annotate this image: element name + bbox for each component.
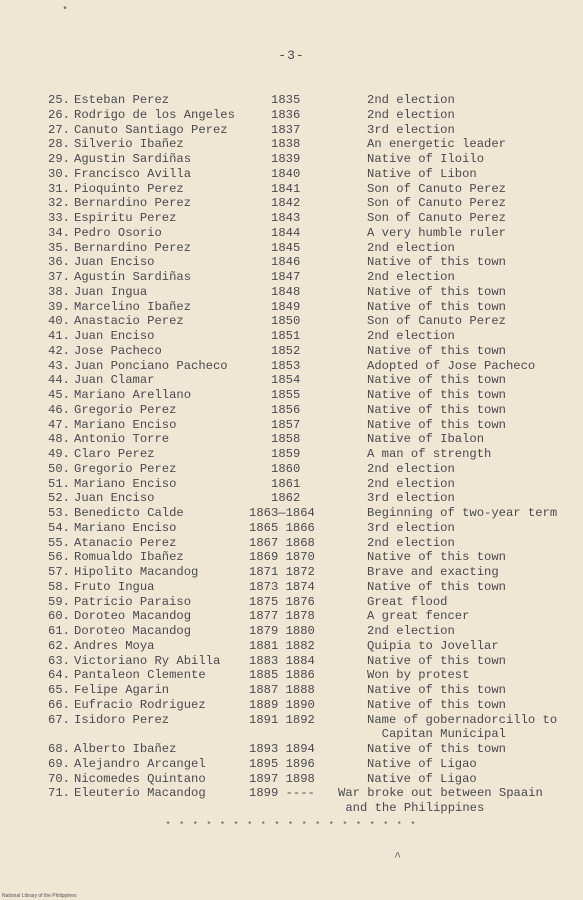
list-item <box>0 388 583 403</box>
entry-number: 50. <box>48 461 70 476</box>
entry-number: 48. <box>48 432 70 447</box>
entry-note: Native of this town <box>367 417 506 432</box>
entry-name: Andres Moya <box>74 638 155 653</box>
entry-number: 47. <box>48 417 70 432</box>
entry-year: 1871 1872 <box>249 565 315 579</box>
entry-number: 34. <box>48 225 70 240</box>
list-item <box>0 285 583 300</box>
entry-name: Felipe Agarin <box>74 683 170 697</box>
entry-year: 1840 <box>271 166 301 181</box>
entry-name: Mariano Enciso <box>74 520 177 535</box>
list-item <box>0 344 583 359</box>
list-item <box>0 373 583 388</box>
entry-number: 33. <box>48 211 70 225</box>
entry-number: 30. <box>48 166 70 181</box>
entry-year: 1856 <box>271 402 301 417</box>
entry-number: 60. <box>48 609 70 624</box>
divider-asterisks: * * * * * * * * * * * * * * * * * * * <box>165 821 418 830</box>
entry-note: War broke out between Spaain and the Philippines <box>338 786 543 815</box>
entry-name: Agustin Sardiñas <box>74 270 192 284</box>
list-item <box>0 624 583 639</box>
list-item <box>0 241 583 256</box>
entry-note: 2nd election <box>367 535 455 550</box>
entry-year: 1835 <box>271 93 301 107</box>
entry-number: 64. <box>48 668 70 683</box>
list-item <box>0 565 583 580</box>
entry-number: 63. <box>48 653 70 668</box>
entry-note: 3rd election <box>367 491 455 506</box>
entry-name: Juan Clamar <box>74 373 155 388</box>
entry-number: 55. <box>48 535 70 550</box>
entry-note: Adopted of Jose Pacheco <box>367 358 536 373</box>
entry-name: Rodrigo de los Angeles <box>74 107 235 122</box>
list-item <box>0 521 583 536</box>
entry-note: Great flood <box>367 594 448 609</box>
entry-year: 1844 <box>271 225 301 240</box>
entry-note: Native of this town <box>367 653 506 668</box>
entry-name: Alejandro Arcangel <box>74 756 206 771</box>
list-item <box>0 403 583 418</box>
entry-name: Eleuterio Macandog <box>74 786 206 801</box>
list-item <box>0 314 583 329</box>
page-number: -3- <box>278 48 305 63</box>
entry-number: 29. <box>48 152 70 166</box>
entry-year: 1883 1884 <box>249 653 315 668</box>
entry-number: 69. <box>48 756 70 771</box>
entry-note: Native of this town <box>367 284 506 299</box>
entry-name: Juan Ponciano Pacheco <box>74 358 228 373</box>
entry-number: 56. <box>48 550 70 565</box>
list-item <box>0 491 583 506</box>
entry-year: 1873 1874 <box>249 579 315 594</box>
entry-name: Pantaleon Clemente <box>74 668 206 683</box>
list-item <box>0 683 583 698</box>
entry-number: 53. <box>48 506 70 520</box>
entry-year: 1881 1882 <box>249 638 315 653</box>
list-item <box>0 270 583 285</box>
entry-year: 1837 <box>271 122 301 137</box>
list-item <box>0 698 583 713</box>
entry-year: 1850 <box>271 314 301 329</box>
entry-number: 57. <box>48 565 70 579</box>
list-item <box>0 152 583 167</box>
entry-note: 3rd election <box>367 122 455 137</box>
entry-name: Silverio Ibañez <box>74 137 184 152</box>
entry-note: An energetic leader <box>367 137 506 152</box>
entry-year: 1851 <box>271 329 301 343</box>
entry-name: Claro Perez <box>74 447 155 461</box>
entry-year: 1849 <box>271 299 301 314</box>
entry-name: Bernardino Perez <box>74 240 192 255</box>
ink-speck: • <box>62 4 69 15</box>
caret-mark: ^ <box>394 850 402 864</box>
entry-name: Hipolito Macandog <box>74 565 199 579</box>
entry-year: 1861 <box>271 476 301 491</box>
entry-name: Espiritu Perez <box>74 211 177 225</box>
entry-name: Juan Enciso <box>74 255 155 270</box>
entry-number: 62. <box>48 638 70 653</box>
entry-number: 38. <box>48 284 70 299</box>
entry-note: Native of this town <box>367 373 506 388</box>
entry-note: A very humble ruler <box>367 225 506 240</box>
entry-number: 35. <box>48 240 70 255</box>
entry-note: 2nd election <box>367 461 455 476</box>
entry-number: 31. <box>48 181 70 196</box>
entry-year: 1865 1866 <box>249 520 315 535</box>
entry-year: 1863—1864 <box>249 506 315 520</box>
scan-footer: National Library of the Philippines <box>2 893 77 899</box>
entry-year: 1843 <box>271 211 301 225</box>
entry-year: 1867 1868 <box>249 535 315 550</box>
entry-year: 1859 <box>271 447 301 461</box>
entry-year: 1893 1894 <box>249 742 315 756</box>
entry-name: Mariano Enciso <box>74 476 177 491</box>
entry-year: 1847 <box>271 270 301 284</box>
entry-note: Son of Canuto Perez <box>367 314 506 329</box>
entry-note: Native of this town <box>367 402 506 417</box>
entry-number: 59. <box>48 594 70 609</box>
entry-year: 1855 <box>271 388 301 402</box>
list-item <box>0 580 583 595</box>
entry-year: 1879 1880 <box>249 624 315 638</box>
entry-note: Native of this town <box>367 388 506 402</box>
entry-number: 54. <box>48 520 70 535</box>
entry-name: Juan Enciso <box>74 329 155 343</box>
entry-note: 2nd election <box>367 107 455 122</box>
entry-year: 1857 <box>271 417 301 432</box>
list-item <box>0 713 583 743</box>
entry-note: Native of this town <box>367 697 506 712</box>
entry-year: 1875 1876 <box>249 594 315 609</box>
entry-name: Doroteo Macandog <box>74 609 192 624</box>
entry-year: 1897 1898 <box>249 771 315 786</box>
entry-name: Mariano Arellano <box>74 388 192 402</box>
entry-note: Native of Ligao <box>367 771 477 786</box>
entry-number: 32. <box>48 196 70 211</box>
entry-note: A man of strength <box>367 447 492 461</box>
entry-name: Bernardino Perez <box>74 196 192 211</box>
entry-name: Atanacio Perez <box>74 535 177 550</box>
entry-note: Native of Libon <box>367 166 477 181</box>
entry-year: 1885 1886 <box>249 668 315 683</box>
entry-note: Won by protest <box>367 668 470 683</box>
entry-number: 51. <box>48 476 70 491</box>
entry-year: 1877 1878 <box>249 609 315 624</box>
entry-note: 2nd election <box>367 270 455 284</box>
list-item <box>0 329 583 344</box>
entry-note: 2nd election <box>367 93 455 107</box>
entry-year: 1891 1892 <box>249 712 315 727</box>
entry-number: 40. <box>48 314 70 329</box>
entry-note: 2nd election <box>367 329 455 343</box>
entry-name: Juan Ingua <box>74 284 148 299</box>
entry-number: 46. <box>48 402 70 417</box>
entry-note: Native of this town <box>367 343 506 358</box>
list-item <box>0 359 583 374</box>
gobernadorcillo-list <box>0 93 583 816</box>
entry-note: 2nd election <box>367 240 455 255</box>
entry-number: 25. <box>48 93 70 107</box>
entry-note: Native of this town <box>367 550 506 565</box>
list-item <box>0 595 583 610</box>
entry-name: Isidoro Perez <box>74 712 170 727</box>
entry-number: 58. <box>48 579 70 594</box>
list-item <box>0 772 583 787</box>
entry-number: 52. <box>48 491 70 506</box>
list-item <box>0 182 583 197</box>
list-item <box>0 418 583 433</box>
list-item <box>0 447 583 462</box>
entry-year: 1841 <box>271 181 301 196</box>
list-item <box>0 196 583 211</box>
entry-note: Son of Canuto Perez <box>367 196 506 211</box>
list-item <box>0 123 583 138</box>
entry-number: 36. <box>48 255 70 270</box>
list-item <box>0 211 583 226</box>
entry-year: 1860 <box>271 461 301 476</box>
entry-year: 1853 <box>271 358 301 373</box>
entry-number: 45. <box>48 388 70 402</box>
entry-note: Brave and exacting <box>367 565 499 579</box>
list-item <box>0 255 583 270</box>
entry-number: 41. <box>48 329 70 343</box>
entry-name: Nicomedes Quintano <box>74 771 206 786</box>
list-item <box>0 550 583 565</box>
entry-year: 1862 <box>271 491 301 506</box>
entry-name: Antonio Torre <box>74 432 170 447</box>
entry-number: 37. <box>48 270 70 284</box>
entry-number: 71. <box>48 786 70 801</box>
entry-note: Son of Canuto Perez <box>367 181 506 196</box>
list-item <box>0 654 583 669</box>
entry-note: Native of this town <box>367 683 506 697</box>
entry-name: Benedicto Calde <box>74 506 184 520</box>
list-item <box>0 536 583 551</box>
entry-number: 26. <box>48 107 70 122</box>
entry-number: 43. <box>48 358 70 373</box>
entry-year: 1852 <box>271 343 301 358</box>
list-item <box>0 668 583 683</box>
entry-year: 1895 1896 <box>249 756 315 771</box>
entry-note: Native of Iloilo <box>367 152 485 166</box>
entry-name: Patricio Paraiso <box>74 594 192 609</box>
entry-name: Gregorio Perez <box>74 461 177 476</box>
entry-number: 68. <box>48 742 70 756</box>
entry-number: 65. <box>48 683 70 697</box>
entry-name: Marcelino Ibañez <box>74 299 192 314</box>
entry-number: 44. <box>48 373 70 388</box>
list-item <box>0 462 583 477</box>
entry-number: 70. <box>48 771 70 786</box>
entry-note: A great fencer <box>367 609 470 624</box>
entry-year: 1869 1870 <box>249 550 315 565</box>
entry-year: 1845 <box>271 240 301 255</box>
entry-year: 1848 <box>271 284 301 299</box>
entry-name: Juan Enciso <box>74 491 155 506</box>
entry-number: 61. <box>48 624 70 638</box>
entry-note: 3rd election <box>367 520 455 535</box>
entry-year: 1889 1890 <box>249 697 315 712</box>
entry-note: 2nd election <box>367 476 455 491</box>
entry-note: 2nd election <box>367 624 455 638</box>
entry-year: 1846 <box>271 255 301 270</box>
entry-name: Doroteo Macandog <box>74 624 192 638</box>
entry-note: Native of this town <box>367 742 506 756</box>
list-item <box>0 477 583 492</box>
entry-year: 1842 <box>271 196 301 211</box>
entry-name: Romualdo Ibañez <box>74 550 184 565</box>
entry-year: 1838 <box>271 137 301 152</box>
entry-name: Jose Pacheco <box>74 343 162 358</box>
entry-number: 66. <box>48 697 70 712</box>
entry-name: Francisco Avilla <box>74 166 192 181</box>
entry-note: Native of Ibalon <box>367 432 485 447</box>
entry-name: Anastacio Perez <box>74 314 184 329</box>
entry-name: Victoriano Ry Abilla <box>74 653 221 668</box>
entry-note: Son of Canuto Perez <box>367 211 506 225</box>
list-item <box>0 506 583 521</box>
entry-year: 1839 <box>271 152 301 166</box>
list-item <box>0 639 583 654</box>
entry-name: Canuto Santiago Perez <box>74 122 228 137</box>
entry-note: Beginning of two-year term <box>367 506 558 520</box>
entry-number: 49. <box>48 447 70 461</box>
entry-year: 1854 <box>271 373 301 388</box>
list-item <box>0 167 583 182</box>
list-item <box>0 300 583 315</box>
entry-name: Pioquinto Perez <box>74 181 184 196</box>
list-item <box>0 432 583 447</box>
entry-number: 42. <box>48 343 70 358</box>
entry-year: 1899 ---- <box>249 786 315 801</box>
list-item <box>0 757 583 772</box>
list-item <box>0 609 583 624</box>
entry-note: Native of this town <box>367 299 506 314</box>
entry-number: 67. <box>48 712 70 727</box>
list-item <box>0 786 583 816</box>
entry-number: 39. <box>48 299 70 314</box>
entry-note: Name of gobernadorcillo to Capitan Municipal <box>367 712 558 742</box>
entry-name: Fruto Ingua <box>74 579 155 594</box>
entry-note: Native of this town <box>367 255 506 270</box>
entry-name: Agustin Sardiñas <box>74 152 192 166</box>
entry-name: Eufracio Rodriguez <box>74 697 206 712</box>
entry-number: 28. <box>48 137 70 152</box>
entry-number: 27. <box>48 122 70 137</box>
list-item <box>0 93 583 108</box>
entry-year: 1858 <box>271 432 301 447</box>
entry-name: Mariano Enciso <box>74 417 177 432</box>
list-item <box>0 137 583 152</box>
entry-note: Quipia to Jovellar <box>367 638 499 653</box>
entry-name: Alberto Ibañez <box>74 742 177 756</box>
list-item <box>0 742 583 757</box>
list-item <box>0 226 583 241</box>
list-item <box>0 108 583 123</box>
entry-name: Pedro Osorio <box>74 225 162 240</box>
entry-note: Native of this town <box>367 579 506 594</box>
entry-year: 1887 1888 <box>249 683 315 697</box>
entry-year: 1836 <box>271 107 301 122</box>
entry-name: Esteban Perez <box>74 93 170 107</box>
entry-note: Native of Ligao <box>367 756 477 771</box>
entry-name: Gregorio Perez <box>74 402 177 417</box>
